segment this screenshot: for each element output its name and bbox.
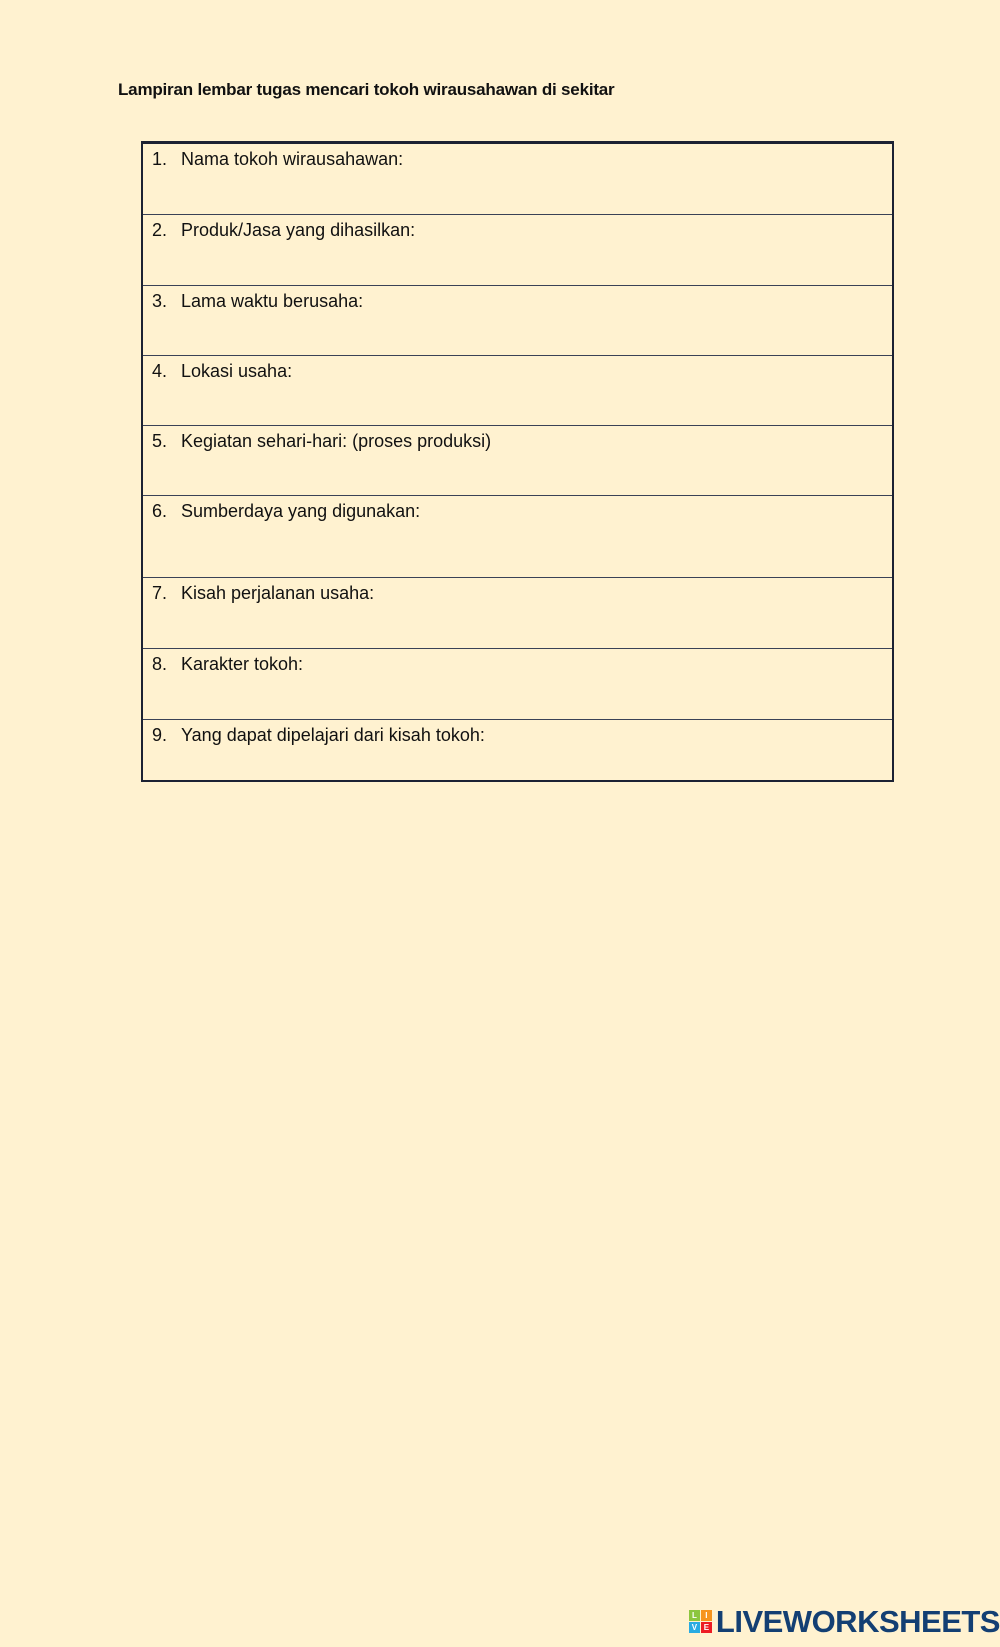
task-number: 5. <box>152 431 168 451</box>
task-row-2[interactable] <box>143 215 892 286</box>
task-number: 1. <box>152 149 168 169</box>
logo-letter-i: I <box>701 1610 712 1621</box>
page-title: Lampiran lembar tugas mencari tokoh wirausahawan di sekitar <box>118 80 615 99</box>
live-logo-icon <box>689 1610 712 1633</box>
task-label: Karakter tokoh: <box>181 654 304 674</box>
task-row-7[interactable] <box>143 578 892 649</box>
task-label: Kisah perjalanan usaha: <box>181 583 375 603</box>
logo-letter-v: V <box>689 1622 700 1633</box>
task-number: 3. <box>152 291 168 311</box>
task-label: Yang dapat dipelajari dari kisah tokoh: <box>181 725 485 745</box>
logo-letter-l: L <box>689 1610 700 1621</box>
logo-letter-e: E <box>701 1622 712 1633</box>
liveworksheets-logo[interactable] <box>689 1606 1000 1637</box>
task-row-5[interactable] <box>143 426 892 496</box>
task-label: Nama tokoh wirausahawan: <box>181 149 404 169</box>
task-row-1[interactable] <box>143 144 892 215</box>
task-number: 8. <box>152 654 168 674</box>
brand-text: LIVEWORKSHEETS <box>715 1604 1000 1639</box>
task-number: 6. <box>152 501 168 521</box>
task-row-8[interactable] <box>143 649 892 720</box>
task-number: 2. <box>152 220 168 240</box>
task-number: 9. <box>152 725 168 745</box>
task-label: Sumberdaya yang digunakan: <box>181 501 421 521</box>
task-number: 4. <box>152 361 168 381</box>
task-label: Kegiatan sehari-hari: (proses produksi) <box>181 431 492 451</box>
task-table <box>141 141 894 782</box>
task-row-4[interactable] <box>143 356 892 426</box>
task-row-6[interactable] <box>143 496 892 578</box>
task-label: Lokasi usaha: <box>181 361 293 381</box>
task-row-9[interactable] <box>143 720 892 780</box>
task-row-3[interactable] <box>143 286 892 356</box>
task-label: Lama waktu berusaha: <box>181 291 364 311</box>
task-label: Produk/Jasa yang dihasilkan: <box>181 220 416 240</box>
task-number: 7. <box>152 583 168 603</box>
